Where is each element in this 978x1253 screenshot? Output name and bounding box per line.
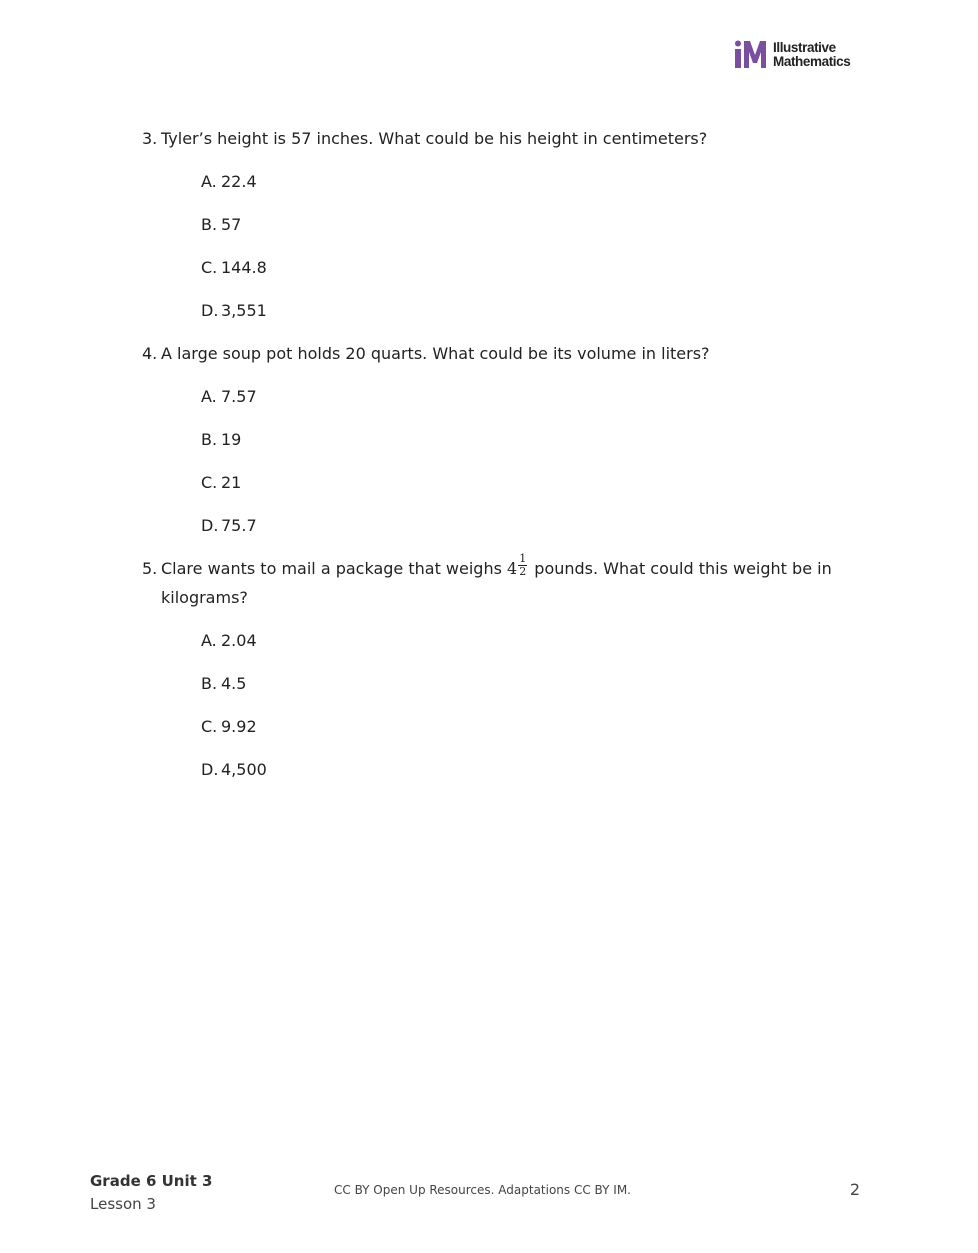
choice-letter: C. [201, 473, 218, 492]
choice-text: 21 [221, 473, 242, 492]
question-number: 4. [142, 344, 158, 363]
question-5 [142, 554, 832, 784]
choice-letter: A. [201, 172, 217, 191]
choice-text: 2.04 [221, 631, 257, 650]
license-text: CC BY Open Up Resources. Adaptations CC BY IM. [334, 1183, 631, 1197]
fraction [518, 553, 527, 578]
answer-choice [201, 167, 832, 196]
fraction-denominator: 2 [519, 565, 527, 578]
choice-letter: C. [201, 258, 218, 277]
choice-text: 75.7 [221, 516, 257, 535]
logo-text [773, 41, 850, 69]
choice-letter: D. [201, 516, 219, 535]
choice-text: 3,551 [221, 301, 267, 320]
answer-choice [201, 296, 832, 325]
choice-letter: A. [201, 387, 217, 406]
answer-choice [201, 626, 832, 655]
question-stem: Tyler’s height is 57 inches. What could be his height in centimeters? [161, 129, 708, 148]
choice-letter: D. [201, 301, 219, 320]
choice-text: 144.8 [221, 258, 267, 277]
choice-text: 7.57 [221, 387, 257, 406]
stem-text-before: Clare wants to mail a package that weighs [161, 559, 508, 578]
footer-lesson-info [90, 1170, 212, 1216]
choice-letter: B. [201, 215, 218, 234]
choice-text: 4,500 [221, 760, 267, 779]
question-number: 5. [142, 559, 158, 578]
question-3 [142, 124, 832, 325]
stem-text-after: pounds. What could this weight be in kilograms? [161, 559, 832, 607]
choice-text: 57 [221, 215, 242, 234]
answer-choice [201, 755, 832, 784]
choice-text: 9.92 [221, 717, 257, 736]
question-stem: A large soup pot holds 20 quarts. What could be its volume in liters? [161, 344, 710, 363]
illustrative-mathematics-logo [734, 40, 850, 69]
mixed-number-whole: 4 [507, 559, 518, 578]
question-number: 3. [142, 129, 158, 148]
choice-letter: B. [201, 430, 218, 449]
answer-choice [201, 210, 832, 239]
choice-text: 4.5 [221, 674, 247, 693]
choice-letter: B. [201, 674, 218, 693]
choice-text: 22.4 [221, 172, 257, 191]
lesson-label: Lesson 3 [90, 1195, 156, 1213]
answer-choice [201, 511, 832, 540]
choice-letter: A. [201, 631, 217, 650]
answer-choice [201, 468, 832, 497]
answer-choice [201, 712, 832, 741]
question-4 [142, 339, 832, 540]
answer-choice [201, 669, 832, 698]
question-stem [161, 554, 832, 612]
choice-letter: C. [201, 717, 218, 736]
logo-text-line2: Mathematics [773, 53, 851, 69]
answer-choice [201, 425, 832, 454]
page-number: 2 [849, 1180, 860, 1199]
answer-choice [201, 253, 832, 282]
choice-text: 19 [221, 430, 242, 449]
worksheet-content [142, 124, 832, 798]
choice-letter: D. [201, 760, 219, 779]
answer-choice [201, 382, 832, 411]
im-logo-icon [734, 40, 768, 69]
fraction-numerator: 1 [519, 552, 527, 565]
grade-unit-label: Grade 6 Unit 3 [90, 1172, 213, 1190]
logo-text-line1: Illustrative [773, 39, 836, 55]
